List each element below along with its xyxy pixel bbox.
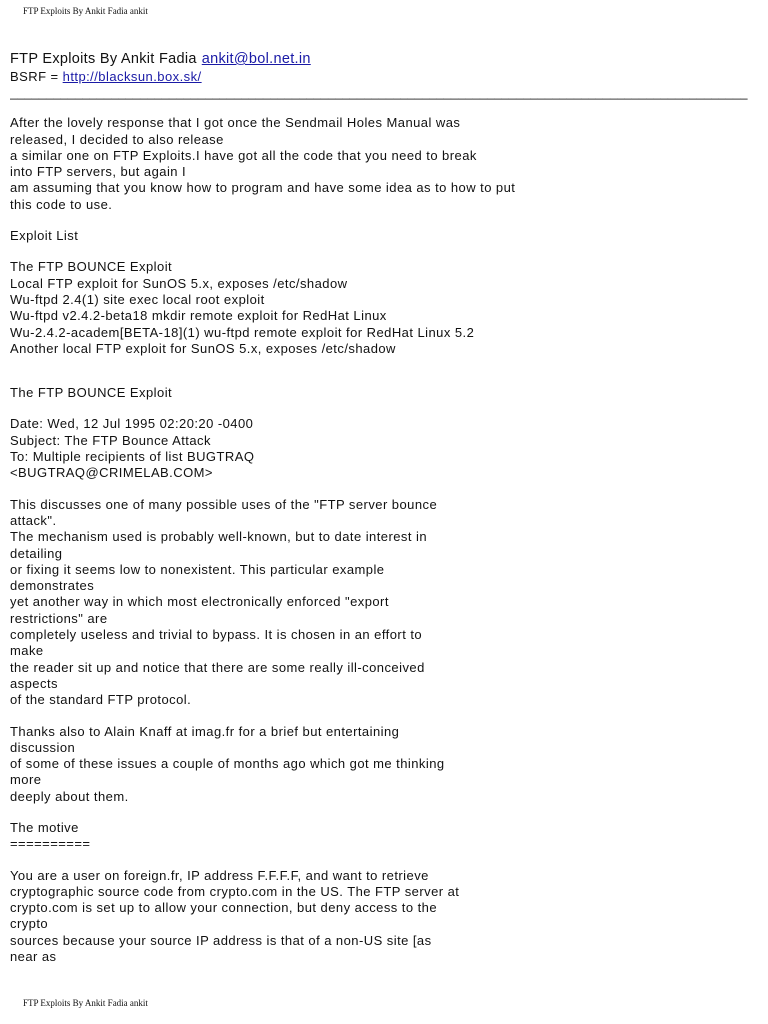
intro-line: into FTP servers, but again I: [10, 164, 187, 180]
motive-line: cryptographic source code from crypto.com in the US. The FTP server at: [10, 883, 460, 899]
bsrf-url-link[interactable]: http://blacksun.box.sk/: [62, 69, 202, 84]
discussion-line: demonstrates: [10, 578, 95, 594]
section-heading: Exploit List: [10, 228, 79, 244]
running-footer: FTP Exploits By Ankit Fadia ankit: [23, 998, 148, 1008]
motive-underline: ==========: [10, 836, 91, 852]
intro-line: a similar one on FTP Exploits.I have got all the code that you need to break: [10, 147, 477, 163]
thanks-line: deeply about them.: [10, 788, 129, 804]
email-header-line: <BUGTRAQ@CRIMELAB.COM>: [10, 465, 213, 481]
document-title: [10, 50, 755, 69]
discussion-line: completely useless and trivial to bypass. It is chosen in an effort to: [10, 627, 423, 643]
thanks-line: more: [10, 772, 42, 788]
thanks-paragraph: [10, 724, 755, 805]
exploit-list-item: Wu-ftpd v2.4.2-beta18 mkdir remote exploit for RedHat Linux: [10, 308, 387, 324]
discussion-line: restrictions" are: [10, 610, 108, 626]
exploit-list-heading: [10, 228, 755, 244]
intro-line: this code to use.: [10, 196, 113, 212]
bsrf-label: BSRF =: [10, 69, 59, 84]
intro-line: released, I decided to also release: [10, 131, 224, 147]
email-header-line: Date: Wed, 12 Jul 1995 02:20:20 -0400: [10, 416, 254, 432]
running-header: FTP Exploits By Ankit Fadia ankit: [23, 6, 148, 16]
motive-line: near as: [10, 949, 57, 965]
discussion-line: This discusses one of many possible uses of the "FTP server bounce: [10, 496, 438, 512]
email-header-block: [10, 416, 755, 481]
exploit-list-item: Another local FTP exploit for SunOS 5.x, exposes /etc/shadow: [10, 340, 396, 356]
discussion-line: the reader sit up and notice that there are some really ill-conceived: [10, 659, 425, 675]
motive-line: You are a user on foreign.fr, IP address F.F.F.F, and want to retrieve: [10, 867, 429, 883]
discussion-line: The mechanism used is probably well-known, but to date interest in: [10, 529, 428, 545]
motive-line: sources because your source IP address is that of a non-US site [as: [10, 932, 432, 948]
discussion-line: yet another way in which most electronically enforced "export: [10, 594, 389, 610]
horizontal-rule: ______________________________________________________________________________________________________: [10, 86, 748, 101]
thanks-line: discussion: [10, 739, 76, 755]
discussion-line: detailing: [10, 545, 63, 561]
thanks-line: of some of these issues a couple of months ago which got me thinking: [10, 756, 445, 772]
section-heading: The FTP BOUNCE Exploit: [10, 385, 173, 401]
discussion-line: aspects: [10, 675, 58, 691]
motive-paragraph: [10, 868, 755, 966]
motive-line: crypto.com is set up to allow your connection, but deny access to the: [10, 900, 438, 916]
bsrf-line: [10, 69, 755, 85]
document-body: [10, 50, 755, 965]
discussion-paragraph: [10, 497, 755, 709]
discussion-line: of the standard FTP protocol.: [10, 692, 192, 708]
discussion-line: or fixing it seems low to nonexistent. This particular example: [10, 561, 385, 577]
exploit-list-item: The FTP BOUNCE Exploit: [10, 259, 173, 275]
thanks-line: Thanks also to Alain Knaff at imag.fr for a brief but entertaining: [10, 723, 400, 739]
email-header-line: To: Multiple recipients of list BUGTRAQ: [10, 449, 255, 465]
exploit-list-item: Wu-2.4.2-academ[BETA-18](1) wu-ftpd remote exploit for RedHat Linux 5.2: [10, 324, 475, 340]
motive-heading-block: [10, 820, 755, 853]
email-header-line: Subject: The FTP Bounce Attack: [10, 432, 211, 448]
bounce-heading: [10, 385, 755, 401]
exploit-list-item: Wu-ftpd 2.4(1) site exec local root exploit: [10, 291, 265, 307]
intro-line: After the lovely response that I got once the Sendmail Holes Manual was: [10, 115, 461, 131]
intro-paragraph: [10, 115, 755, 213]
discussion-line: attack".: [10, 512, 57, 528]
intro-line: am assuming that you know how to program and have some idea as to how to put: [10, 180, 516, 196]
exploit-list: [10, 259, 755, 357]
author-email-link[interactable]: ankit@bol.net.in: [201, 51, 311, 67]
motive-heading: The motive: [10, 819, 79, 835]
discussion-line: make: [10, 643, 44, 659]
motive-line: crypto: [10, 916, 49, 932]
title-text: FTP Exploits By Ankit Fadia: [10, 51, 197, 67]
exploit-list-item: Local FTP exploit for SunOS 5.x, exposes /etc/shadow: [10, 275, 348, 291]
